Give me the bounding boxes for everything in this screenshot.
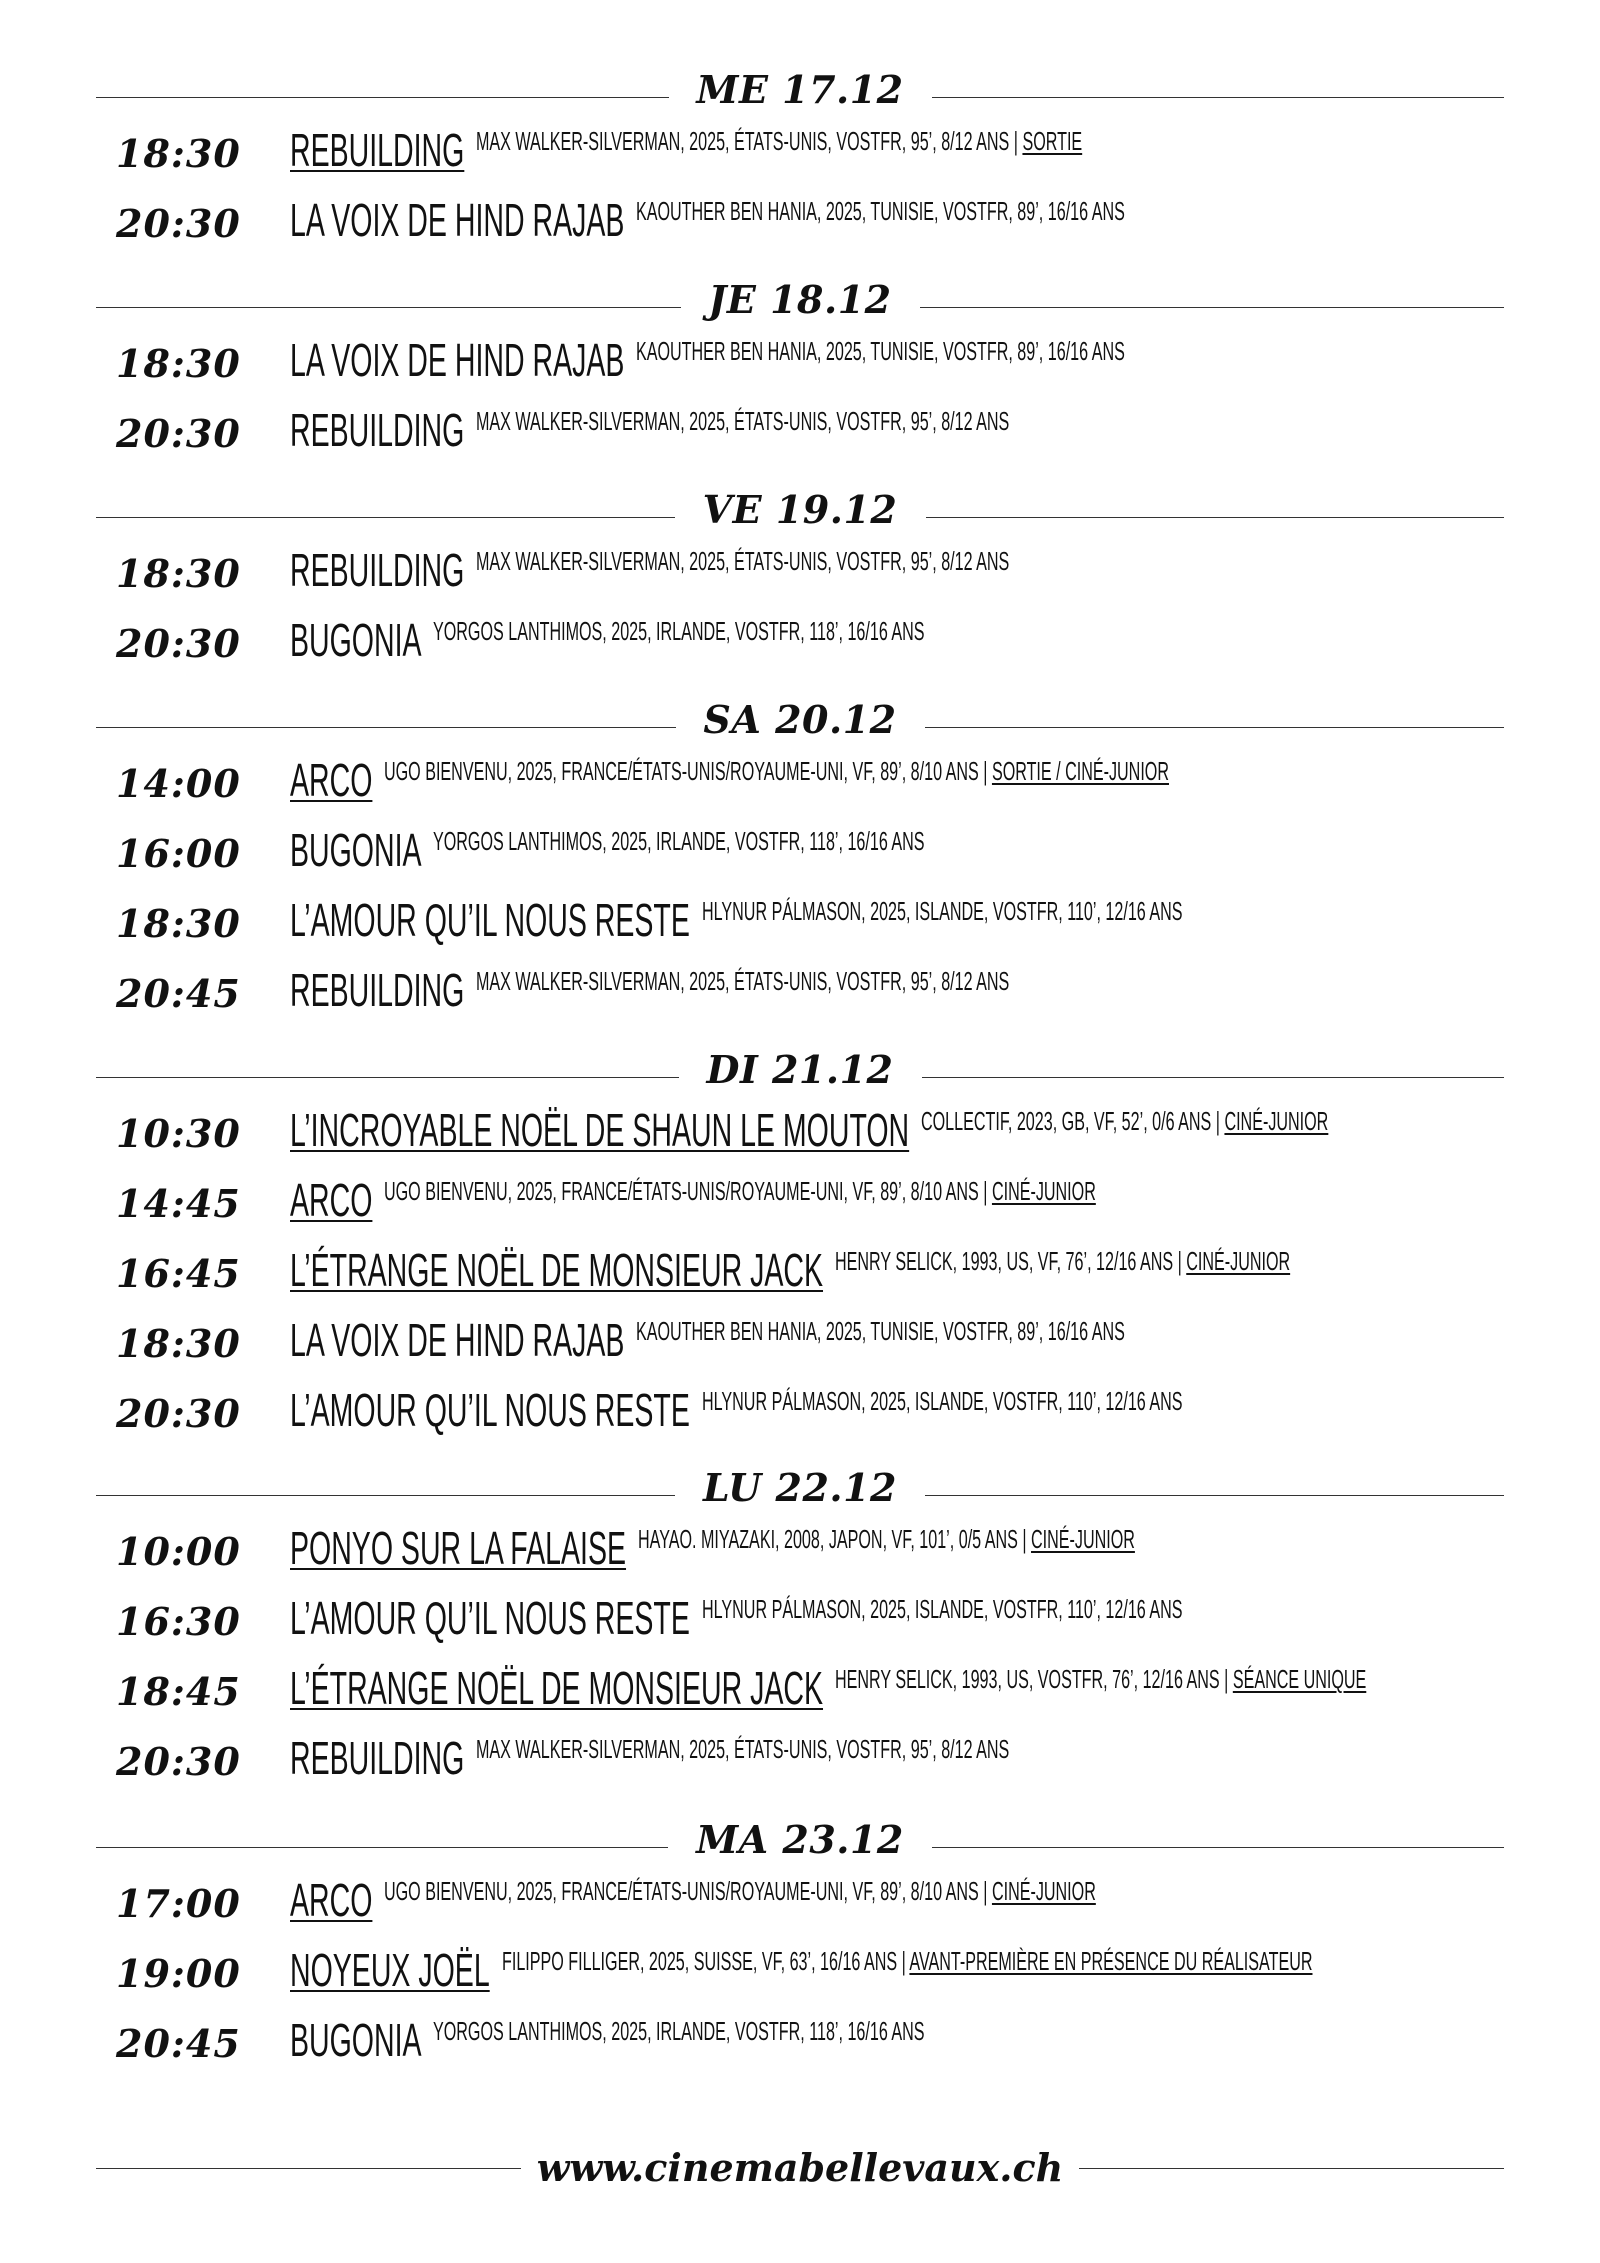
screening-time: 18:30: [116, 1321, 241, 1366]
film-info: [290, 1382, 1520, 1448]
day-label: MA 23.12: [696, 1817, 904, 1862]
screening-time: 14:00: [116, 761, 241, 806]
film-title: REBUILDING: [290, 404, 465, 456]
screening-time: 18:30: [116, 341, 241, 386]
screening-tag-link[interactable]: SORTIE / CINÉ-JUNIOR: [992, 756, 1170, 786]
film-info: [290, 2012, 1520, 2078]
film-details: [384, 1876, 1096, 1906]
screening-time: 20:30: [116, 411, 241, 456]
screening-row: [0, 1872, 1600, 1938]
film-title: L’AMOUR QU’IL NOUS RESTE: [290, 1384, 690, 1436]
film-title[interactable]: ARCO: [290, 1174, 373, 1226]
film-title: BUGONIA: [290, 2014, 422, 2066]
film-details-text: HLYNUR PÁLMASON, 2025, ISLANDE, VOSTFR, 110’, 12/16 ANS: [701, 1386, 1183, 1416]
film-details: [638, 1524, 1135, 1554]
screening-row: [0, 1660, 1600, 1726]
film-details-text: HENRY SELICK, 1993, US, VOSTFR, 76’, 12/16 ANS: [835, 1664, 1220, 1694]
film-info: [290, 1242, 1520, 1308]
film-info: [290, 1872, 1520, 1938]
film-details-text: YORGOS LANTHIMOS, 2025, IRLANDE, VOSTFR, 118’, 16/16 ANS: [433, 616, 925, 646]
screening-row: [0, 1590, 1600, 1656]
day-header: [96, 1817, 1504, 1862]
film-info: [290, 1942, 1520, 2008]
day-header: [96, 277, 1504, 322]
film-info: [290, 1730, 1520, 1796]
film-info: [290, 1660, 1520, 1726]
screening-row: [0, 192, 1600, 258]
screening-time: 10:30: [116, 1111, 241, 1156]
film-title: LA VOIX DE HIND RAJAB: [290, 194, 625, 246]
film-details: [702, 1594, 1183, 1624]
film-info: [290, 1172, 1520, 1238]
tag-separator: |: [1017, 1524, 1032, 1554]
tag-separator: |: [1219, 1664, 1234, 1694]
day-header: [96, 1047, 1504, 1092]
screening-row: [0, 1242, 1600, 1308]
screening-time: 14:45: [116, 1181, 241, 1226]
film-details-text: COLLECTIF, 2023, GB, VF, 52’, 0/6 ANS: [921, 1106, 1212, 1136]
film-details: [433, 2016, 925, 2046]
screening-row: [0, 892, 1600, 958]
film-title[interactable]: NOYEUX JOËL: [290, 1944, 490, 1996]
film-details: [476, 406, 1009, 436]
film-title[interactable]: L’ÉTRANGE NOËL DE MONSIEUR JACK: [290, 1662, 824, 1714]
film-details-text: MAX WALKER-SILVERMAN, 2025, ÉTATS-UNIS, VOSTFR, 95’, 8/12 ANS: [476, 126, 1010, 156]
screening-row: [0, 962, 1600, 1028]
film-details: [502, 1946, 1312, 1976]
screening-row: [0, 542, 1600, 608]
day-label: LU 22.12: [703, 1465, 897, 1510]
day-label: ME 17.12: [696, 67, 904, 112]
day-label: SA 20.12: [703, 697, 897, 742]
film-details-text: HAYAO. MIYAZAKI, 2008, JAPON, VF, 101’, 0/5 ANS: [638, 1524, 1018, 1554]
film-details: [476, 1734, 1009, 1764]
film-details-text: UGO BIENVENU, 2025, FRANCE/ÉTATS-UNIS/ROYAUME-UNI, VF, 89’, 8/10 ANS: [384, 1876, 980, 1906]
tag-separator: |: [1009, 126, 1023, 156]
screening-row: [0, 1382, 1600, 1448]
day-rule-right: [926, 517, 1505, 518]
film-title: BUGONIA: [290, 824, 422, 876]
film-details-text: FILIPPO FILLIGER, 2025, SUISSE, VF, 63’, 16/16 ANS: [501, 1946, 897, 1976]
film-details-text: KAOUTHER BEN HANIA, 2025, TUNISIE, VOSTFR, 89’, 16/16 ANS: [636, 196, 1126, 226]
day-label: JE 18.12: [708, 277, 892, 322]
screening-row: [0, 2012, 1600, 2078]
film-details: [636, 336, 1125, 366]
film-info: [290, 122, 1520, 188]
film-details: [921, 1106, 1328, 1136]
screening-row: [0, 1102, 1600, 1168]
film-title: L’AMOUR QU’IL NOUS RESTE: [290, 894, 690, 946]
film-title: REBUILDING: [290, 1732, 465, 1784]
screening-tag-link[interactable]: SORTIE: [1022, 126, 1083, 156]
screening-time: 18:30: [116, 551, 241, 596]
website-link[interactable]: www.cinemabellevaux.ch: [536, 2145, 1064, 2190]
screening-time: 20:30: [116, 621, 241, 666]
day-header: [96, 697, 1504, 742]
screening-row: [0, 122, 1600, 188]
screening-time: 16:30: [116, 1599, 241, 1644]
film-details-text: MAX WALKER-SILVERMAN, 2025, ÉTATS-UNIS, VOSTFR, 95’, 8/12 ANS: [476, 406, 1010, 436]
film-title[interactable]: ARCO: [290, 1874, 373, 1926]
film-details: [476, 126, 1082, 156]
tag-separator: |: [1211, 1106, 1225, 1136]
film-title[interactable]: ARCO: [290, 754, 373, 806]
film-details: [433, 616, 925, 646]
film-info: [290, 892, 1520, 958]
screening-time: 10:00: [116, 1529, 241, 1574]
screening-tag-link[interactable]: SÉANCE UNIQUE: [1233, 1664, 1367, 1694]
film-details-text: HLYNUR PÁLMASON, 2025, ISLANDE, VOSTFR, 110’, 12/16 ANS: [701, 1594, 1183, 1624]
tag-separator: |: [979, 1176, 993, 1206]
film-info: [290, 962, 1520, 1028]
day-header: [96, 67, 1504, 112]
screening-time: 20:30: [116, 1391, 241, 1436]
film-details: [636, 196, 1125, 226]
screening-time: 18:30: [116, 901, 241, 946]
film-details-text: HLYNUR PÁLMASON, 2025, ISLANDE, VOSTFR, 110’, 12/16 ANS: [701, 896, 1183, 926]
screening-row: [0, 822, 1600, 888]
tag-separator: |: [979, 756, 993, 786]
screening-row: [0, 332, 1600, 398]
film-details: [476, 966, 1009, 996]
screening-time: 18:45: [116, 1669, 241, 1714]
day-header: [96, 487, 1504, 532]
film-title: REBUILDING: [290, 544, 465, 596]
film-title: L’AMOUR QU’IL NOUS RESTE: [290, 1592, 690, 1644]
film-info: [290, 1102, 1520, 1168]
film-details-text: MAX WALKER-SILVERMAN, 2025, ÉTATS-UNIS, VOSTFR, 95’, 8/12 ANS: [476, 966, 1010, 996]
screening-time: 16:45: [116, 1251, 241, 1296]
film-details: [384, 756, 1169, 786]
film-details-text: YORGOS LANTHIMOS, 2025, IRLANDE, VOSTFR, 118’, 16/16 ANS: [433, 826, 925, 856]
film-details: [636, 1316, 1125, 1346]
film-info: [290, 1312, 1520, 1378]
screening-time: 20:45: [116, 2021, 241, 2066]
day-rule-right: [932, 97, 1505, 98]
film-info: [290, 752, 1520, 818]
film-details-text: UGO BIENVENU, 2025, FRANCE/ÉTATS-UNIS/ROYAUME-UNI, VF, 89’, 8/10 ANS: [384, 756, 980, 786]
film-title[interactable]: PONYO SUR LA FALAISE: [290, 1522, 627, 1574]
film-info: [290, 822, 1520, 888]
film-title: LA VOIX DE HIND RAJAB: [290, 1314, 625, 1366]
screening-tag-link[interactable]: AVANT-PREMIÈRE EN PRÉSENCE DU RÉALISATEUR: [909, 1946, 1313, 1976]
screening-tag-link[interactable]: CINÉ-JUNIOR: [1224, 1106, 1329, 1136]
film-details: [384, 1176, 1096, 1206]
film-info: [290, 402, 1520, 468]
film-info: [290, 612, 1520, 678]
screening-row: [0, 1942, 1600, 2008]
film-info: [290, 192, 1520, 258]
film-details: [835, 1664, 1366, 1694]
film-title[interactable]: L’INCROYABLE NOËL DE SHAUN LE MOUTON: [290, 1104, 910, 1156]
film-title: BUGONIA: [290, 614, 422, 666]
film-title: LA VOIX DE HIND RAJAB: [290, 334, 625, 386]
film-info: [290, 542, 1520, 608]
film-info: [290, 1520, 1520, 1586]
screening-tag-link[interactable]: CINÉ-JUNIOR: [1186, 1246, 1291, 1276]
screening-row: [0, 402, 1600, 468]
footer-rule-right: [1079, 2168, 1504, 2169]
film-details: [476, 546, 1009, 576]
film-info: [290, 332, 1520, 398]
film-title[interactable]: L’ÉTRANGE NOËL DE MONSIEUR JACK: [290, 1244, 824, 1296]
film-details-text: HENRY SELICK, 1993, US, VF, 76’, 12/16 ANS: [835, 1246, 1174, 1276]
screening-time: 20:30: [116, 1739, 241, 1784]
film-info: [290, 1590, 1520, 1656]
screening-time: 18:30: [116, 131, 241, 176]
film-details: [702, 1386, 1183, 1416]
screening-time: 17:00: [116, 1881, 241, 1926]
screening-time: 19:00: [116, 1951, 241, 1996]
film-details-text: UGO BIENVENU, 2025, FRANCE/ÉTATS-UNIS/ROYAUME-UNI, VF, 89’, 8/10 ANS: [384, 1176, 980, 1206]
film-details: [433, 826, 925, 856]
screening-row: [0, 1730, 1600, 1796]
screening-time: 16:00: [116, 831, 241, 876]
day-rule-right: [932, 1847, 1504, 1848]
footer: [96, 2146, 1504, 2196]
day-header: [96, 1465, 1504, 1510]
film-title[interactable]: REBUILDING: [290, 124, 465, 176]
day-rule-right: [925, 727, 1505, 728]
tag-separator: |: [896, 1946, 910, 1976]
film-details-text: KAOUTHER BEN HANIA, 2025, TUNISIE, VOSTFR, 89’, 16/16 ANS: [636, 1316, 1126, 1346]
screening-tag-link[interactable]: CINÉ-JUNIOR: [1031, 1524, 1135, 1554]
film-details-text: YORGOS LANTHIMOS, 2025, IRLANDE, VOSTFR, 118’, 16/16 ANS: [433, 2016, 925, 2046]
day-label: DI 21.12: [706, 1047, 894, 1092]
screening-row: [0, 1520, 1600, 1586]
day-rule-right: [920, 307, 1505, 308]
screening-tag-link[interactable]: CINÉ-JUNIOR: [992, 1876, 1097, 1906]
screening-time: 20:30: [116, 201, 241, 246]
film-details: [702, 896, 1183, 926]
screening-row: [0, 1312, 1600, 1378]
screening-row: [0, 1172, 1600, 1238]
tag-separator: |: [979, 1876, 993, 1906]
day-rule-right: [925, 1495, 1504, 1496]
film-details: [835, 1246, 1290, 1276]
film-details-text: MAX WALKER-SILVERMAN, 2025, ÉTATS-UNIS, VOSTFR, 95’, 8/12 ANS: [476, 546, 1010, 576]
screening-row: [0, 752, 1600, 818]
day-rule-right: [922, 1077, 1505, 1078]
screening-time: 20:45: [116, 971, 241, 1016]
film-details-text: MAX WALKER-SILVERMAN, 2025, ÉTATS-UNIS, VOSTFR, 95’, 8/12 ANS: [476, 1734, 1010, 1764]
tag-separator: |: [1173, 1246, 1187, 1276]
film-details-text: KAOUTHER BEN HANIA, 2025, TUNISIE, VOSTFR, 89’, 16/16 ANS: [636, 336, 1126, 366]
screening-tag-link[interactable]: CINÉ-JUNIOR: [992, 1176, 1097, 1206]
film-title: REBUILDING: [290, 964, 465, 1016]
screening-row: [0, 612, 1600, 678]
day-label: VE 19.12: [702, 487, 898, 532]
